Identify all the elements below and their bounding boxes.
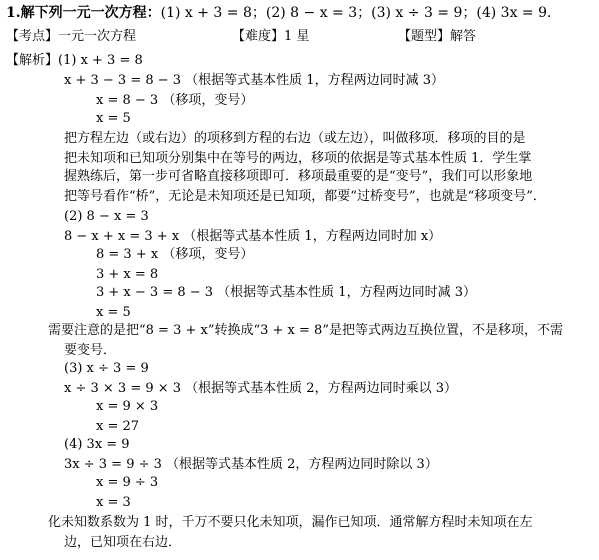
part2-step3: 3 + x = 8 xyxy=(96,267,159,282)
part3-head: (3) x ÷ 3 = 9 xyxy=(64,361,149,376)
problem-number: 1. xyxy=(6,5,21,21)
part1-step2: x = 8 − 3 （移项，变号） xyxy=(96,93,254,108)
part2-note-line1: 需要注意的是把“8 = 3 + x”转换成“3 + x = 8”是把等式两边互换位置，不是移项，不需 xyxy=(48,323,563,338)
part4-step3: x = 3 xyxy=(96,495,131,510)
meta-nandu xyxy=(232,28,309,46)
part4-step1: 3x ÷ 3 = 9 ÷ 3 （根据等式基本性质 2，方程两边同时除以 3） xyxy=(64,457,438,472)
part3-step1: x ÷ 3 × 3 = 9 × 3 （根据等式基本性质 2，方程两边同时乘以 3） xyxy=(64,381,457,396)
kaodian-label: 【考点】 xyxy=(6,29,59,44)
part4-head: (4) 3x = 9 xyxy=(64,437,130,452)
problem-items: (1) x + 3 = 8；(2) 8 − x = 3；(3) x ÷ 3 = 9；(4) 3x = 9． xyxy=(160,5,562,21)
part3-step2: x = 9 × 3 xyxy=(96,399,159,414)
part1-note-line1: 把方程左边（或右边）的项移到方程的右边（或左边），叫做移项．移项的目的是 xyxy=(64,131,526,146)
analysis-label: 【解析】 xyxy=(6,53,59,68)
final-note-line2: 边，已知项在右边． xyxy=(64,535,182,550)
final-note-line1: 化未知数系数为 1 时，千万不要只化未知项，漏作已知项．通常解方程时未知项在左 xyxy=(48,515,533,530)
part1-note-line3: 握熟练后，第一步可省略直接移项即可．移项最重要的是“变号”，我们可以形象地 xyxy=(64,169,533,184)
tixing-label: 【题型】 xyxy=(398,29,451,44)
part1-note-line4: 把等号看作“桥”，无论是未知项还是已知项，都要“过桥变号”，也就是“移项变号”． xyxy=(64,189,546,204)
problem-title: 解下列一元一次方程： xyxy=(20,5,161,21)
meta-tixing xyxy=(398,28,476,46)
part2-note-line2: 要变号． xyxy=(64,343,117,358)
meta-kaodian xyxy=(6,28,136,46)
part2-step4: 3 + x − 3 = 8 − 3 （根据等式基本性质 1，方程两边同时减 3） xyxy=(96,285,476,300)
part3-step3: x = 27 xyxy=(96,419,140,434)
part2-step1: 8 − x + x = 3 + x （根据等式基本性质 1，方程两边同时加 x） xyxy=(64,229,442,244)
part2-head: (2) 8 − x = 3 xyxy=(64,209,149,224)
part2-step2: 8 = 3 + x （移项，变号） xyxy=(96,247,254,262)
analysis-part1-head xyxy=(6,52,143,70)
problem-statement xyxy=(6,4,561,22)
part2-step5: x = 5 xyxy=(96,305,131,320)
part1-step3: x = 5 xyxy=(96,111,131,126)
part4-step2: x = 9 ÷ 3 xyxy=(96,475,159,490)
part1-step1: x + 3 − 3 = 8 − 3 （根据等式基本性质 1，方程两边同时减 3） xyxy=(64,73,444,88)
nandu-value: 1 星 xyxy=(284,29,310,44)
part1-equation: (1) x + 3 = 8 xyxy=(58,53,143,68)
part1-note-line2: 把未知项和已知项分别集中在等号的两边，移项的依据是等式基本性质 1．学生掌 xyxy=(64,151,532,166)
nandu-label: 【难度】 xyxy=(232,29,285,44)
tixing-value: 解答 xyxy=(450,29,477,44)
kaodian-value: 一元一次方程 xyxy=(58,29,137,44)
